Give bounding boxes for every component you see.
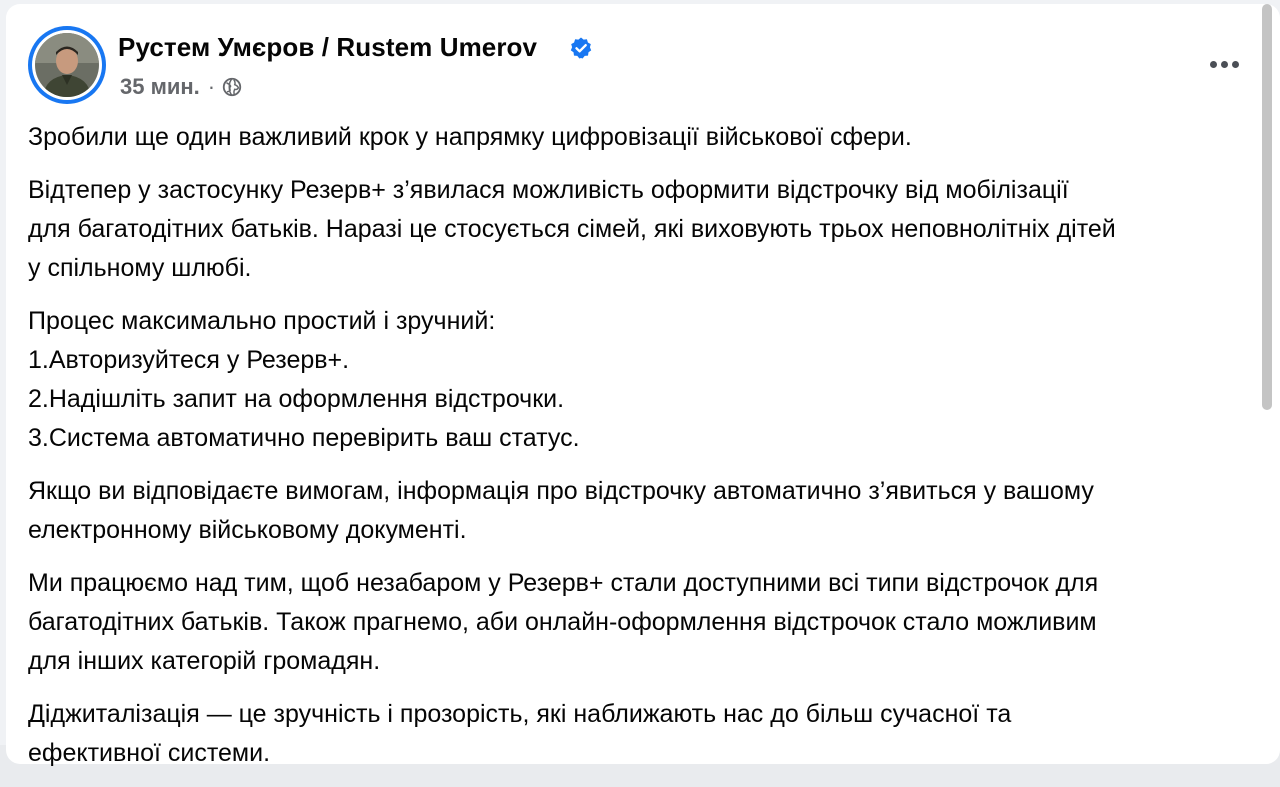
post-text-line: для інших категорій громадян.: [28, 647, 381, 675]
globe-icon[interactable]: [221, 76, 243, 98]
more-options-icon: [1210, 61, 1217, 68]
post-paragraph: [28, 171, 1268, 288]
more-options-button[interactable]: [1202, 44, 1246, 84]
post-timestamp[interactable]: 35 мин.: [120, 74, 200, 99]
author-avatar[interactable]: [28, 26, 106, 104]
post-paragraph: [28, 472, 1268, 550]
post-body: [28, 118, 1268, 787]
post-paragraph: [28, 118, 1268, 157]
more-options-icon-dot: [1221, 61, 1228, 68]
post-text-line: 3.Система автоматично перевірить ваш статус.: [28, 424, 580, 452]
post-text-line: Якщо ви відповідаєте вимогам, інформація про відстрочку автоматично з’явиться у вашому: [28, 477, 1094, 505]
avatar-photo-icon: [35, 33, 99, 97]
scrollbar[interactable]: [1260, 0, 1280, 745]
meta-separator: ·: [207, 74, 216, 99]
post-text-line: Діджиталізація — це зручність і прозорість, які наближають нас до більш сучасної та: [28, 700, 1012, 728]
post-text-line: у спільному шлюбі.: [28, 254, 252, 282]
post-text-line: Зробили ще один важливий крок у напрямку цифровізації військової сфери.: [28, 123, 912, 151]
author-name[interactable]: Рустем Умєров / Rustem Umerov: [118, 32, 538, 62]
more-options-icon-dot: [1232, 61, 1239, 68]
post-text-line: Ми працюємо над тим, щоб незабаром у Резерв+ стали доступними всі типи відстрочок для: [28, 569, 1099, 597]
post-text-line: 2.Надішліть запит на оформлення відстрочки.: [28, 385, 565, 413]
post-paragraph: [28, 564, 1268, 681]
verified-badge-icon: [569, 36, 593, 60]
post-meta: [120, 74, 243, 100]
post-text-line: для багатодітних батьків. Наразі це стосується сімей, які виховують трьох неповнолітніх дітей: [28, 215, 1116, 243]
post-text-line: Відтепер у застосунку Резерв+ з’явилася можливість оформити відстрочку від мобілізації: [28, 176, 1069, 204]
post-text-line: багатодітних батьків. Також прагнемо, аби онлайн-оформлення відстрочок стало можливим: [28, 608, 1097, 636]
avatar-inner: [32, 30, 102, 100]
scrollbar-thumb[interactable]: [1262, 4, 1272, 410]
post-paragraph: [28, 695, 1268, 773]
post-paragraph: [28, 302, 1268, 458]
post-card: [6, 4, 1280, 767]
post-text-line: електронному військовому документі.: [28, 516, 467, 544]
post-text-line: ефективної системи.: [28, 739, 271, 767]
post-text-line: Процес максимально простий і зручний:: [28, 307, 496, 335]
post-text-line: 1.Авторизуйтеся у Резерв+.: [28, 346, 350, 374]
